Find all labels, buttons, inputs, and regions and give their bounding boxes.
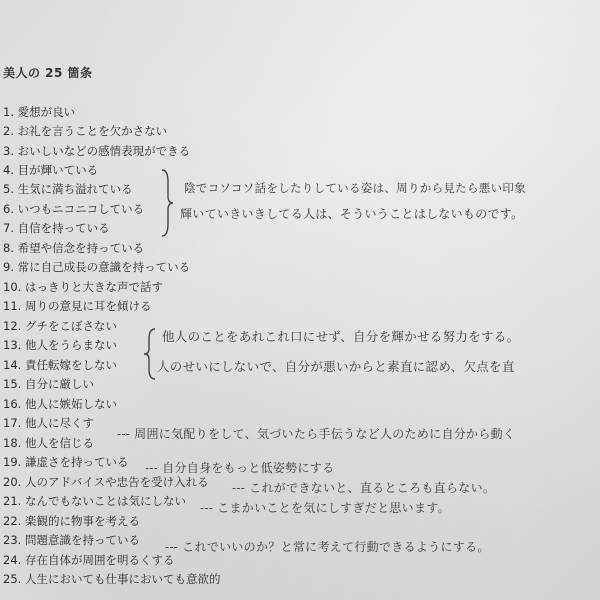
- list-item: 3. おいしいなどの感情表現ができる: [3, 144, 191, 158]
- list-item: 1. 愛想が良い: [3, 105, 76, 119]
- list-item: 23. 問題意識を持っている: [3, 533, 140, 547]
- handwritten-note: --- これでいいのか？と常に考えて行動できるようにする。: [165, 540, 490, 554]
- list-item: 12. グチをこぼさない: [3, 319, 117, 333]
- list-item: 2. お礼を言うことを欠かさない: [3, 124, 168, 138]
- list-item: 21. なんでもないことは気にしない: [3, 494, 186, 508]
- list-item: 17. 他人に尽くす: [3, 416, 94, 430]
- handwritten-note: --- こまかいことを気にしすぎだと思います。: [200, 501, 450, 515]
- document-title: 美人の 25 箇条: [3, 66, 93, 80]
- list-item: 19. 謙虚さを持っている: [3, 455, 129, 469]
- list-item: 10. はっきりと大きな声で話す: [3, 280, 163, 294]
- handwritten-note: 他人のことをあれこれ口にせず、自分を輝かせる努力をする。: [162, 329, 520, 344]
- bracket-mark: [160, 168, 174, 238]
- bracket-mark: [143, 327, 157, 381]
- list-item: 14. 責任転嫁をしない: [3, 358, 117, 372]
- list-item: 16. 他人に嫉妬しない: [3, 397, 117, 411]
- list-item: 18. 他人を信じる: [3, 436, 94, 450]
- list-item: 9. 常に自己成長の意識を持っている: [3, 260, 191, 274]
- list-item: 13. 他人をうらまない: [3, 338, 117, 352]
- list-item: 15. 自分に厳しい: [3, 377, 94, 391]
- list-item: 11. 周りの意見に耳を傾ける: [3, 299, 152, 313]
- handwritten-note: 輝いていきいきしてる人は、そういうことはしないものです。: [180, 207, 524, 221]
- handwritten-note: 人のせいにしないで、自分が悪いからと素直に認め、欠点を直: [157, 359, 515, 374]
- handwritten-note: --- 自分自身をもっと低姿勢にする: [145, 461, 335, 475]
- handwritten-note: --- 周囲に気配りをして、気づいたら手伝うなど人のために自分から動く: [117, 427, 516, 441]
- list-item: 7. 自信を持っている: [3, 221, 110, 235]
- list-item: 22. 楽観的に物事を考える: [3, 514, 140, 528]
- handwritten-note: --- これができないと、直るところも直らない。: [232, 481, 496, 495]
- handwritten-note: 陰でコソコソ話をしたりしている姿は、周りから見たら悪い印象: [184, 181, 526, 195]
- list-item: 24. 存在自体が周囲を明るくする: [3, 553, 175, 567]
- list-item: 25. 人生においても仕事においても意欲的: [3, 572, 221, 586]
- list-item: 20. 人のアドバイスや忠告を受け入れる: [3, 475, 209, 489]
- list-item: 8. 希望や信念を持っている: [3, 241, 145, 255]
- list-item: 4. 目が輝いている: [3, 163, 99, 177]
- list-item: 5. 生気に満ち溢れている: [3, 182, 133, 196]
- list-item: 6. いつもニコニコしている: [3, 202, 145, 216]
